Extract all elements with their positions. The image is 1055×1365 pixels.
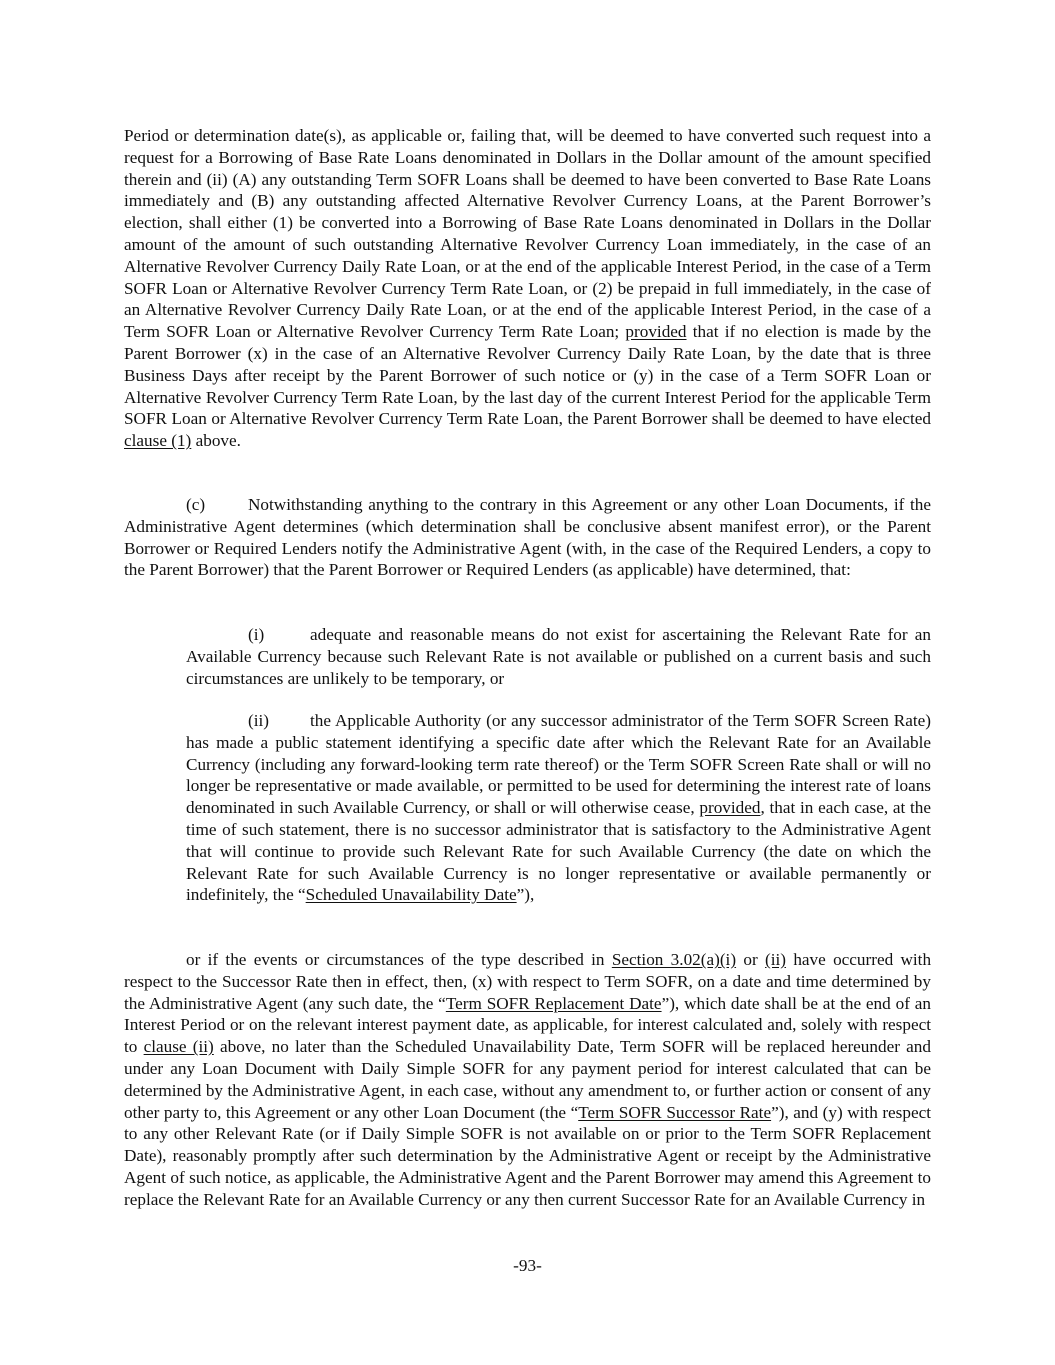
- para1-text-b: that if no election is made by the Parent Borrower (x) in the case of an Alternative Revolver Currency Daily Rate Loan, by the date that is three Business Days after receipt by the Parent Borrower of such notice or (y) in the case of a Term SOFR Loan or Alternative Revolver Currency Term Rate Loan, by the last day of the current Interest Period for the applicable Term SOFR Loan or Alternative Revolver Currency Term Rate Loan, the Parent Borrower shall be deemed to have elected: [124, 322, 931, 429]
- paragraph-continuation: [124, 125, 931, 452]
- clause-i-label: (i): [248, 625, 265, 644]
- page-number: -93-: [513, 1256, 542, 1275]
- para5-text-d: ”), which date shall be at the end of an Interest Period or on the relevant interest payment date, as applicable, for interest calculated and, solely with respect to: [124, 993, 931, 1057]
- para1-text-a: Period or determination date(s), as applicable or, failing that, will be deemed to have converted such request into a request for a Borrowing of Base Rate Loans denominated in Dollars in the Dollar amount of the amount specified therein and (ii) (A) any outstanding Term SOFR Loans shall be deemed to have been converted to Base Rate Loans immediately and (B) any outstanding affected Alternative Revolver Currency Loans, at the Parent Borrower’s election, shall either (1) be converted into a Borrowing of Base Rate Loans denominated in Dollars in the Dollar amount of the amount of such outstanding Alternative Revolver Currency Loan immediately, in the case of an Alternative Revolver Currency Daily Rate Loan, or at the end of the applicable Interest Period, in the case of a Term SOFR Loan or Alternative Revolver Currency Term Rate Loan, or (2) be prepaid in full immediately, in the case of an Alternative Revolver Currency Daily Rate Loan, or at the end of the applicable Interest Period, in the case of a Term SOFR Loan or Alternative Revolver Currency Term Rate Loan;: [124, 126, 931, 342]
- para5-text-e: above, no later than the Scheduled Unavailability Date, Term SOFR will be replaced hereunder and under any Loan Document with Daily Simple SOFR for any payment period for interest calculated that can be determined by the Administrative Agent, in each case, without any amendment to, or further action or consent of any other party to, this Agreement or any other Loan Document (the “: [124, 1037, 931, 1122]
- provided-term: provided: [625, 322, 687, 342]
- para5-text-c: have occurred with respect to the Successor Rate then in effect, then, (x) with respect to Term SOFR, on a date and time determined by the Administrative Agent (any such date, the “: [124, 950, 932, 1013]
- section-reference: Section 3.02(a)(i): [611, 950, 737, 969]
- para5-text-a: or if the events or circumstances of the type described in: [186, 950, 605, 969]
- provided-term: provided: [699, 798, 761, 818]
- para5-text-f: ”), and (y) with respect to any other Relevant Rate (or if Daily Simple SOFR is not available on or prior to the Term SOFR Replacement Date), reasonably promptly after such determination by the Administrative Agent or receipt by the Administrative Agent of such notice, as applicable, the Administrative Agent and the Parent Borrower may amend this Agreement to replace the Relevant Rate for an Available Currency or any then current Successor Rate for an Available Currency in: [124, 1102, 931, 1209]
- para4-text-a: the Applicable Authority (or any successor administrator of the Term SOFR Screen Rate) has made a public statement identifying a specific date after which the Relevant Rate for an Available Currency (including any forward-looking term rate thereof) or the Term SOFR Screen Rate shall or will no longer be representative or made available, or permitted to be used for determining the interest rate of loans denominated in such Available Currency, or shall or will otherwise cease,: [186, 711, 931, 818]
- para4-text-b: , that in each case, at the time of such statement, there is no successor administrator that is satisfactory to the Administrative Agent that will continue to provide such Relevant Rate for such Available Currency (the date on which the Relevant Rate for such Available Currency is no longer representative or available permanently or indefinitely, the “: [186, 798, 931, 905]
- para3-text: adequate and reasonable means do not exist for ascertaining the Relevant Rate for an Available Currency because such Relevant Rate is not available or published on a current basis and such circumstances are unlikely to be temporary, or: [186, 625, 931, 688]
- defined-term-scheduled-unavailability-date: Scheduled Unavailability Date: [305, 885, 517, 905]
- clause-ii-label: (ii): [248, 711, 269, 730]
- paragraph-i: [186, 624, 931, 689]
- clause-ii-reference: (ii): [765, 950, 787, 969]
- clause-1-reference: clause (1): [124, 431, 192, 451]
- defined-term-replacement-date: Term SOFR Replacement Date: [445, 993, 662, 1013]
- para5-text-b: or: [743, 950, 758, 969]
- para1-text-c: above.: [195, 431, 241, 451]
- paragraph-continuation-or: [124, 949, 931, 1211]
- defined-term-successor-rate: Term SOFR Successor Rate: [578, 1102, 772, 1122]
- clause-ii-reference-2: clause (ii): [143, 1037, 214, 1057]
- paragraph-c: [124, 494, 931, 581]
- para4-text-c: ”),: [516, 885, 535, 905]
- para2-text: Notwithstanding anything to the contrary in this Agreement or any other Loan Documents, if the Administrative Agent determines (which determination shall be conclusive absent manifest error), or the Parent Borrower or Required Lenders notify the Administrative Agent (with, in the case of the Required Lenders, a copy to the Parent Borrower) that the Parent Borrower or Required Lenders (as applicable) have determined, that:: [124, 495, 931, 580]
- clause-c-label: (c): [186, 495, 206, 514]
- paragraph-ii: [186, 710, 931, 906]
